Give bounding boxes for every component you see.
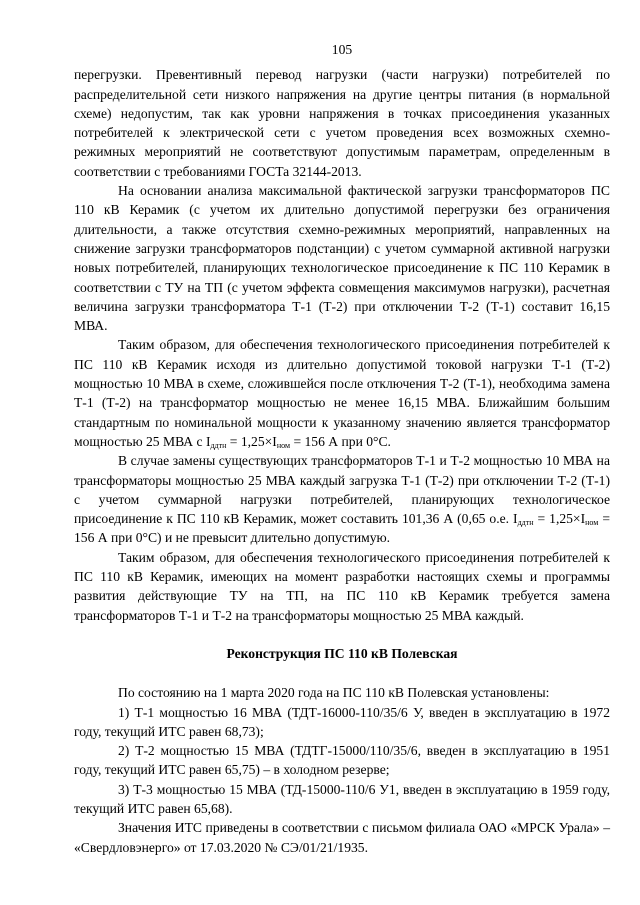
paragraph-replacement-case <box>74 451 610 547</box>
document-page <box>74 40 610 857</box>
paragraph-overload-continuation: перегрузки. Превентивный перевод нагрузки (части нагрузки) потребителей по распределительной сети низкого напряжения на другие центры питания (в нормальной схеме) недопустим, так как уровни напряжения в точках присоединения указанных потребителей к электрической сети с учетом проведения всех возможных схемно-режимных мероприятий не соответствуют допустимым параметрам, определенным в соответствии с требованиями ГОСТа 32144-2013. <box>74 67 610 179</box>
subscript-nom: ном <box>276 440 291 450</box>
paragraph-text: Таким образом, для обеспечения технологического присоединения потребителей к ПС 110 кВ Керамик исходя из длительно допустимой токовой нагрузки Т-1 (Т-2) мощностью 10 МВА в схеме, сложившейся после отключения Т-2 (Т-1), необходима замена Т-1 (Т-2) на трансформатор мощностью не менее 16,15 МВА. Ближайшим большим стандартным по номинальной мощности к указанному значению является трансформатор мощностью 25 МВА с I <box>74 337 610 449</box>
paragraph-its-source: Значения ИТС приведены в соответствии с письмом филиала ОАО «МРСК Урала» – «Свердловэнерго» от 17.03.2020 № СЭ/01/21/1935. <box>74 820 610 855</box>
paragraph-load-analysis: На основании анализа максимальной фактической загрузки трансформаторов ПС 110 кВ Керамик (с учетом их длительно допустимой перегрузки без ограничения длительности, а также отсутствия схемно-режимных мероприятий, направленных на снижение загрузки трансформаторов подстанции) с учетом суммарной активной нагрузки новых потребителей, планирующих технологическое присоединение к ПС 110 Керамик в соответствии с ТУ на ТП (с учетом эффекта совмещения максимумов нагрузки), расчетная величина загрузки трансформатора Т-1 (Т-2) при отключении Т-2 (Т-1) составит 16,15 МВА. <box>74 183 610 334</box>
list-item-transformer-t3: 3) Т-3 мощностью 15 МВА (ТД-15000-110/6 У1, введен в эксплуатацию в 1959 году, текущий ИТС равен 65,68). <box>74 781 610 816</box>
paragraph-text: В случае замены существующих трансформаторов Т-1 и Т-2 мощностью 10 МВА на трансформаторы мощностью 25 МВА каждый загрузка Т-1 (Т-2) при отключении Т-2 (Т-1) с учетом суммарной нагрузки потребителей, планирующих технологическое присоединение к ПС 110 кВ Керамик, может составить 101,36 А (0,65 о.е. I <box>74 453 610 527</box>
paragraph-installed-intro: По состоянию на 1 марта 2020 года на ПС 110 кВ Полевская установлены: <box>118 685 550 701</box>
paragraph-replacement-conclusion <box>74 335 610 451</box>
subscript-ddtn: ддтн <box>517 518 534 528</box>
subscript-ddtn: ддтн <box>210 440 227 450</box>
section-heading: Реконструкция ПС 110 кВ Полевская <box>226 645 458 661</box>
paragraph-text: = 156 А при 0°С. <box>290 433 391 449</box>
paragraph-text: = 1,25×I <box>533 511 586 527</box>
page-number: 105 <box>331 42 353 57</box>
paragraph-final-conclusion: Таким образом, для обеспечения технологического присоединения потребителей к ПС 110 кВ Керамик, имеющих на момент разработки настоящих схемы и программы развития действующие ТУ на ТП, на ПС 110 кВ Керамик требуется замена трансформаторов Т-1 и Т-2 на трансформаторы мощностью 25 МВА каждый. <box>74 549 610 623</box>
paragraph-text: = 156 А при 0°С) и не превысит длительно допустимую. <box>74 511 610 546</box>
subscript-nom: ном <box>585 518 599 528</box>
list-item-transformer-t2: 2) Т-2 мощностью 15 МВА (ТДТГ-15000/110/35/6, введен в эксплуатацию в 1951 году, текущий ИТС равен 65,75) – в холодном резерве; <box>74 743 610 778</box>
paragraph-text: = 1,25×I <box>226 433 277 449</box>
list-item-transformer-t1: 1) Т-1 мощностью 16 МВА (ТДТ-16000-110/35/6 У, введен в эксплуатацию в 1972 году, текущий ИТС равен 68,73); <box>74 704 610 739</box>
